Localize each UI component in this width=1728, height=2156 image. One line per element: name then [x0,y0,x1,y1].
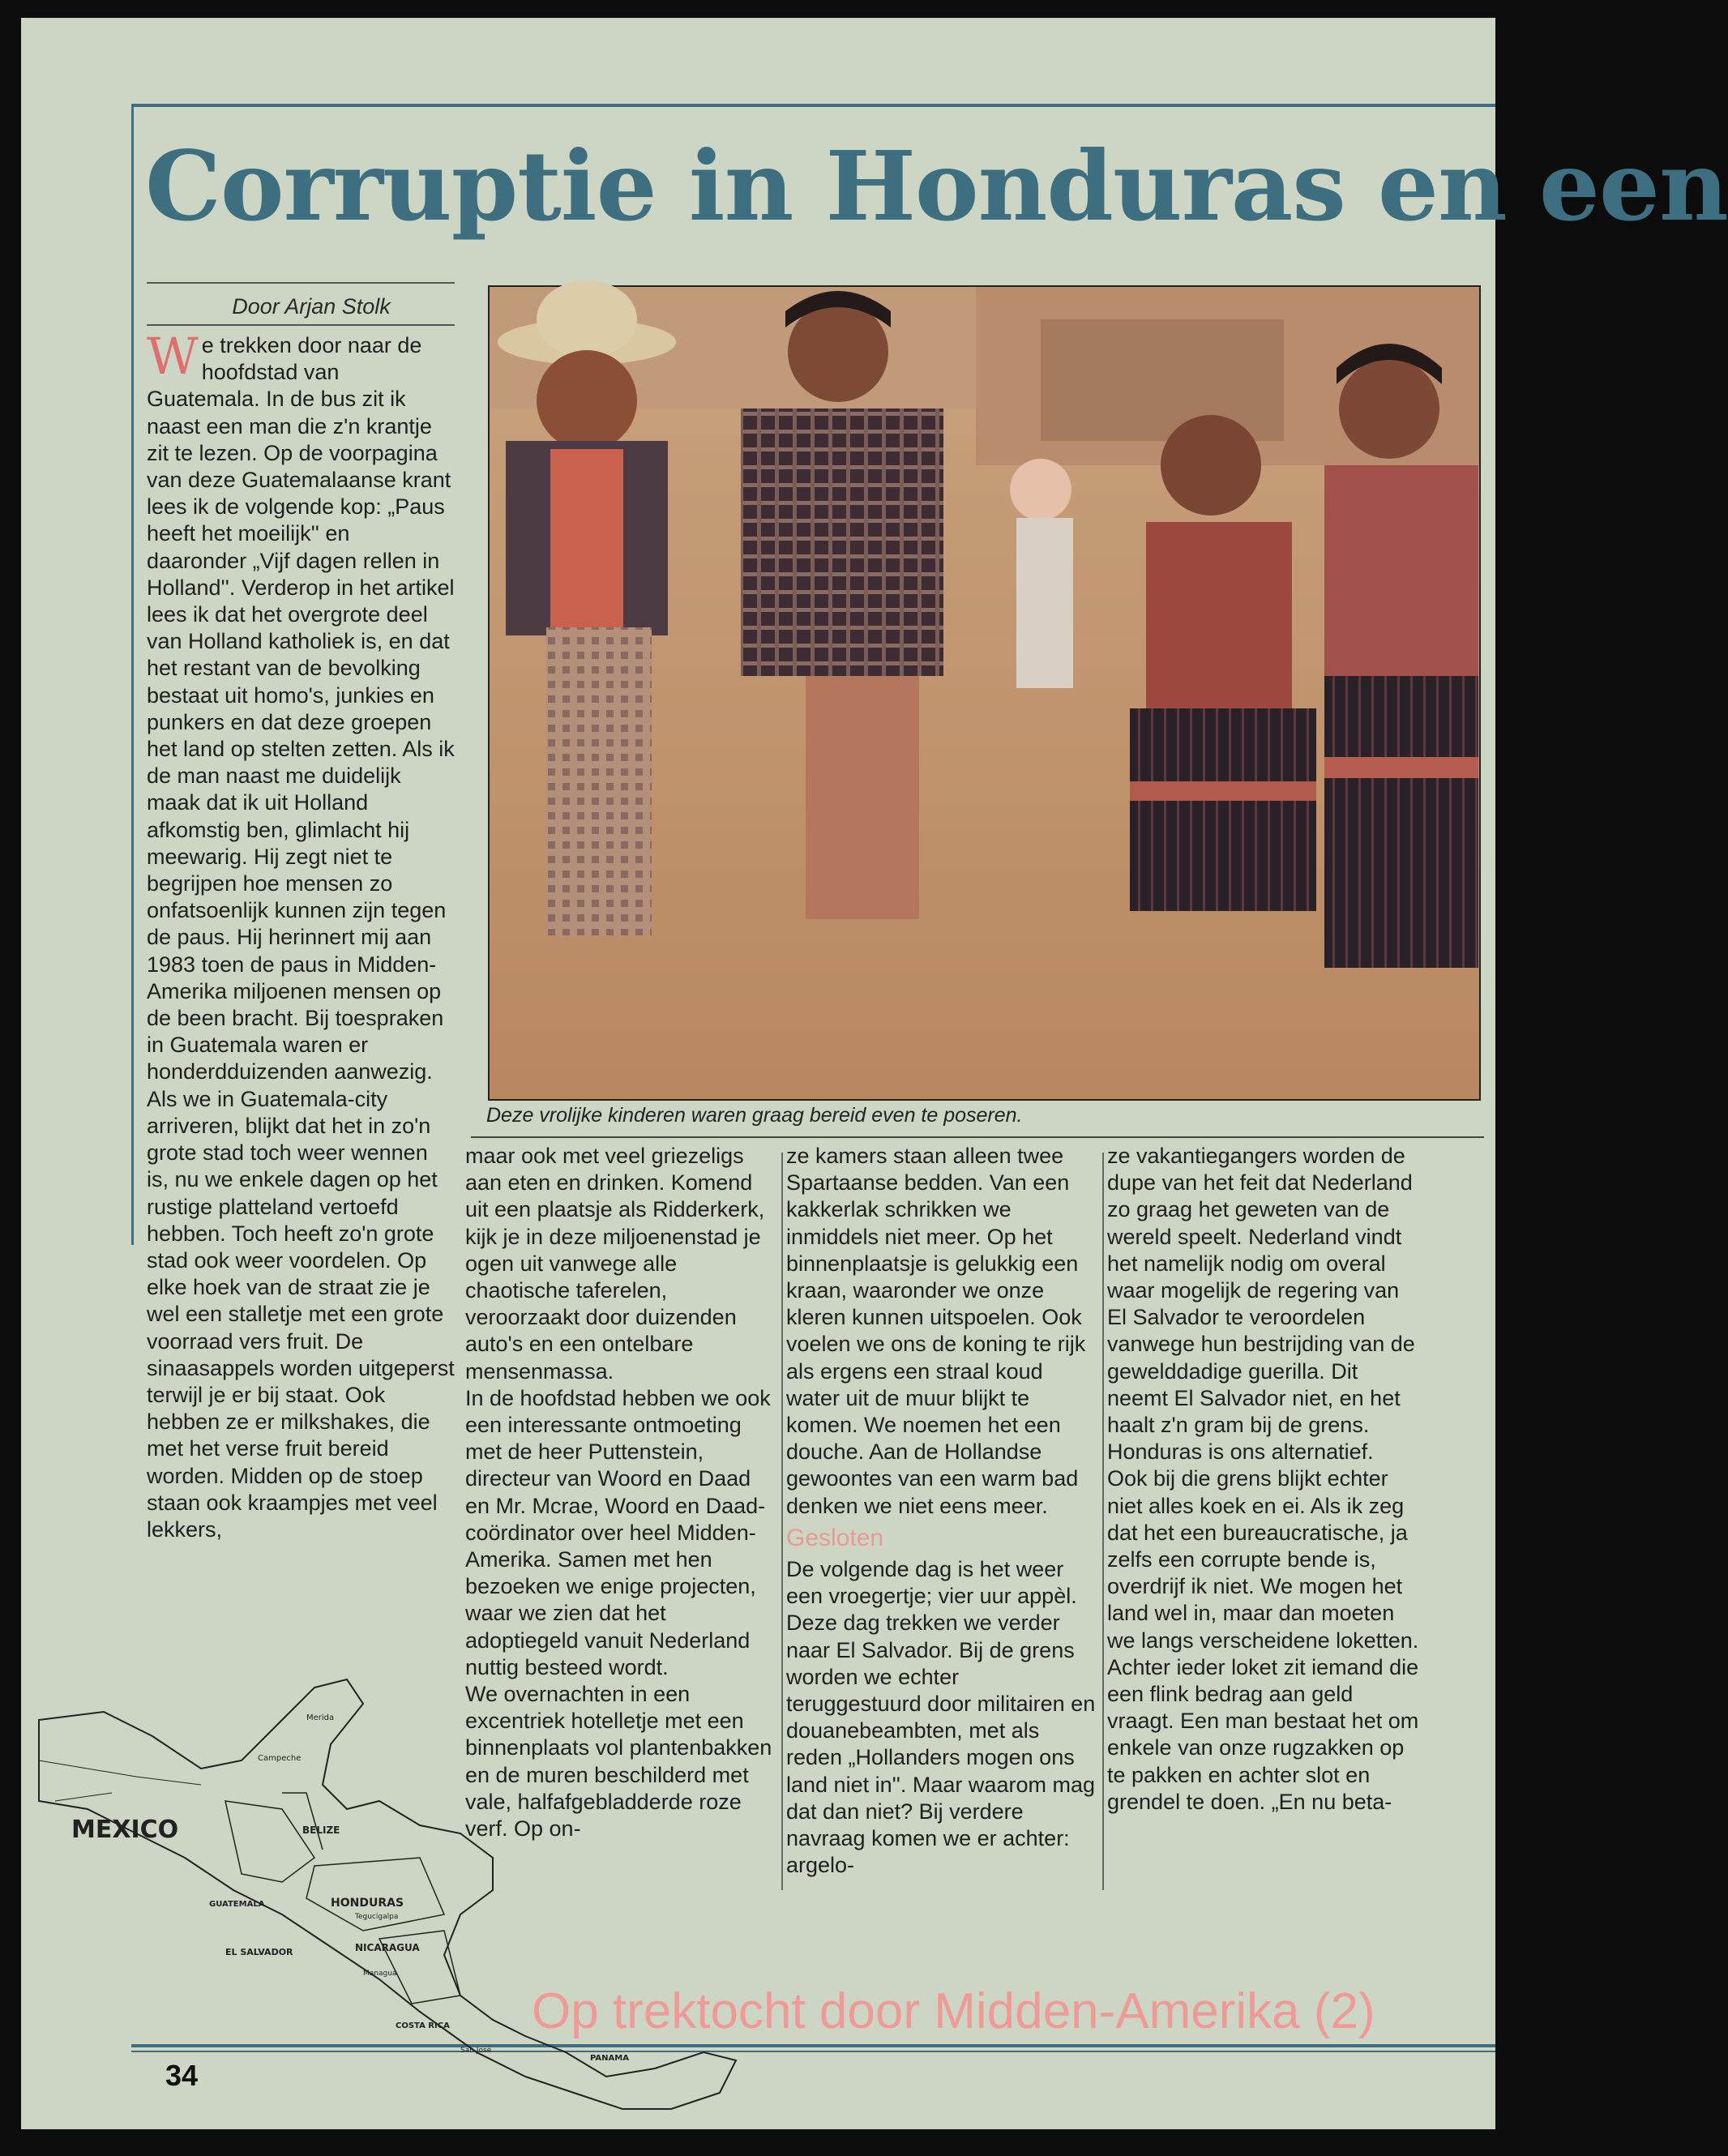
paragraph: De volgende dag is het weer een vroegertje; vier uur appèl. Deze dag trekken we verder naar El Salvador. Bij de grens worden we echter teruggestuurd door militairen en douanebeambten, met als reden „Hollanders mogen ons land niet in''. Maar waarom mag dat dan niet? Bij verdere navraag komen we er achter: argelo- [786,1557,1096,1878]
caption-rule [471,1136,1484,1138]
map-label: COSTA RICA [396,2021,450,2030]
map-label: Campeche [258,1754,302,1763]
map-label: HONDURAS [331,1897,404,1910]
map-label: Merida [306,1713,335,1722]
children-photo [488,285,1481,1101]
top-rule [131,104,1495,107]
byline: Door Arjan Stolk [232,294,391,319]
paragraph: We overnachten in een excentriek hotelletje met een binnenplaats vol plantenbakken en de muren beschilderd met vale, halfafgebladderde roze verf. Op on- [465,1682,772,1842]
map-label: Managua [363,1970,397,1978]
photo-illustration [490,287,1479,1099]
byline-rule-bottom [147,324,455,326]
map-drawing [39,1671,742,2125]
paragraph [147,327,455,1086]
paragraph: In de hoofdstad hebben we ook een interessante ontmoeting met de heer Puttenstein, directeur van Woord en Daad en Mr. Mcrae, Woord en Daad-coördinator over heel Midden-Amerika. Samen met hen bezoeken we enige projecten, waar we zien dat het adoptiegeld vanuit Nederland nuttig besteed wordt. [465,1385,771,1679]
column-3 [786,1143,1097,1897]
map-label: San José [460,2047,492,2055]
magazine-page [21,18,1728,2129]
headline: Corruptie in Honduras en een [145,130,1728,242]
map-label: NICARAGUA [355,1942,420,1953]
central-america-map [39,1671,742,2125]
column-rule [781,1153,783,1890]
map-label: GUATEMALA [209,1900,265,1909]
paragraph: ze kamers staan alleen twee Spartaanse bedden. Van een kakkerlak schrikken we inmiddels niet meer. Op het binnenplaatsje is gelukkig een kraan, waaronder we onze kleren kunnen uitspoelen. Ook voelen we ons de koning te rijk als ergens een straal koud water uit de muur blijkt te komen. We noemen het een douche. Aan de Hollandse gewoontes van een warm bad denken we niet eens meer. [786,1144,1086,1518]
paragraph: maar ook met veel griezeligs aan eten en drinken. Komend uit een plaatsje als Ridderkerk, kijk je in deze miljoenenstad je ogen uit vanwege alle chaotische taferelen, veroorzaakt door duizenden auto's en een ontelbare mensenmassa. [465,1144,765,1384]
map-label: BELIZE [302,1824,340,1836]
series-title: Op trektocht door Midden-Amerika (2) [532,1983,1375,2039]
map-label: EL SALVADOR [225,1947,293,1957]
photo-caption: Deze vrolijke kinderen waren graag bereid even te poseren. [486,1104,1023,1127]
drop-cap: W [147,327,199,386]
column-1 [147,327,455,1678]
byline-rule-top [147,282,455,284]
paragraph-text: e trekken door naar de hoofdstad van Guatemala. In de bus zit ik naast een man die z'n krantje zit te lezen. Op de voorpagina van deze Guatemalaanse krant lees ik de volgende kop: „Paus heeft het moeilijk'' en daaronder „Vijf dagen rellen in Holland''. Verderop in het artikel lees ik dat het overgrote deel van Holland katholiek is, en dat het restant van de bevolking bestaat uit homo's, junkies en punkers en dat deze groepen het land op stelten zetten. Als ik de man naast me duidelijk maak dat ik uit Holland afkomstig ben, glimlacht hij meewarig. Hij zegt niet te begrijpen hoe mensen zo onfatsoenlijk kunnen zijn tegen de paus. Hij herinnert mij aan 1983 toen de paus in Midden-Amerika miljoenen mensen op de been bracht. Bij toespraken in Guatemala waren er honderdduizenden aanwezig. [147,333,455,1084]
paragraph: Honduras is ons alternatief. Ook bij die grens blijkt echter niet alles koek en ei. Als ik zeg dat het een bureaucratische, ja zelfs een corrupte bende is, overdrijf ik niet. We mogen het land wel in, maar dan moeten we langs verscheidene loketten. Achter ieder loket zit iemand die een flink bedrag aan geld vraagt. Een man bestaat het om enkele van onze rugzakken op te pakken en achter slot en grendel te doen. „En nu beta- [1107,1439,1419,1814]
left-rule [131,104,134,1245]
paragraph: ze vakantiegangers worden de dupe van het feit dat Nederland zo graag het geweten van de wereld speelt. Nederland vindt het namelijk nodig om overal waar mogelijk de regering van El Salvador te veroordelen vanwege hun bestrijding van de gewelddadige guerilla. Dit neemt El Salvador niet, en het haalt z'n gram bij de grens. [1107,1144,1415,1438]
page-number: 34 [165,2059,199,2092]
column-rule [1102,1153,1104,1890]
column-4 [1107,1143,1419,1897]
paragraph: Als we in Guatemala-city arriveren, blijkt dat het in zo'n grote stad toch weer wennen is, nu we enkele dagen op het rustige platteland vertoefd hebben. Toch heeft zo'n grote stad ook weer voordelen. Op elke hoek van de straat zie je wel een stalletje met een grote voorraad vers fruit. De sinaasappels worden uitgeperst terwijl je er bij staat. Ook hebben ze er milkshakes, die met het verse fruit bereid worden. Midden op de stoep staan ook kraampjes met veel lekkers, [147,1086,455,1542]
map-label: PANAMA [590,2054,629,2063]
section-subhead: Gesloten [786,1524,884,1551]
map-label: MEXICO [71,1816,179,1844]
map-label: Tegucigalpa [355,1913,399,1921]
